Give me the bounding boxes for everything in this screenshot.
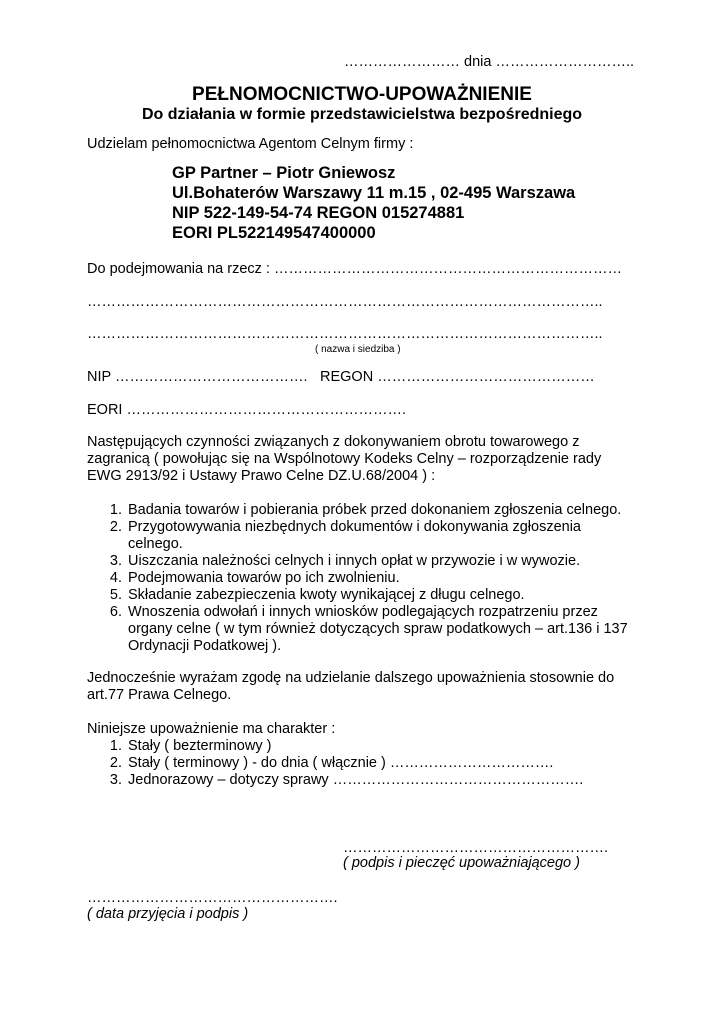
consent-text: Jednocześnie wyrażam zgodę na udzielanie dalszego upoważnienia stosownie do <box>87 670 615 686</box>
activities-intro-line: Następujących czynności związanych z dokonywaniem obrotu towarowego z <box>87 434 580 450</box>
dotted-line-2: …………………………………………………………………………………………….. <box>87 326 603 342</box>
dotted-line-1: …………………………………………………………………………………………….. <box>87 294 603 310</box>
character-option-text: Jednorazowy – dotyczy sprawy ……………………………………………. <box>128 772 584 788</box>
list-item-continuation: celnego. <box>128 536 183 552</box>
intro-text: Udzielam pełnomocnictwa Agentom Celnym firmy : <box>87 136 414 152</box>
document-title: PEŁNOMOCNICTWO-UPOWAŻNIENIE <box>192 84 532 105</box>
consent-text: art.77 Prawa Celnego. <box>87 687 232 703</box>
regon-field: REGON ……………………………………… <box>320 369 595 385</box>
list-item-text: Przygotowywania niezbędnych dokumentów i dokonywania zgłoszenia <box>128 519 581 535</box>
list-item-text: Badania towarów i pobierania próbek przed dokonaniem zgłoszenia celnego. <box>128 502 622 518</box>
list-item-text: Uiszczania należności celnych i innych opłat w przywozie i w wywozie. <box>128 553 581 569</box>
date-line: …………………… dnia ……………………….. <box>344 54 635 70</box>
list-item: 2. Przygotowywania niezbędnych dokumentów i dokonywania zgłoszenia <box>109 519 581 535</box>
list-item: 3. Uiszczania należności celnych i innych opłat w przywozie i w wywozie. <box>109 553 581 569</box>
list-item-continuation: organy celne ( w tym również dotyczących spraw podatkowych – art.136 i 137 <box>128 621 628 637</box>
character-option-text: Stały ( bezterminowy ) <box>128 738 272 754</box>
list-item: 4. Podejmowania towarów po ich zwolnieniu. <box>109 570 400 586</box>
activities-intro-line: zagranicą ( powołując się na Wspólnotowy Kodeks Celny – rozporządzenie rady <box>87 451 602 467</box>
firm-eori: EORI PL522149547400000 <box>172 224 376 242</box>
character-heading: Niniejsze upoważnienie ma charakter : <box>87 721 336 737</box>
list-item: 6. Wnoszenia odwołań i innych wniosków podlegających rozpatrzeniu przez <box>109 604 598 620</box>
nip-field: NIP …………………………………. <box>87 369 308 385</box>
behalf-field: Do podejmowania na rzecz : ……………………………………………………………… <box>87 261 622 277</box>
acceptor-signature-label: ( data przyjęcia i podpis ) <box>87 906 249 922</box>
grantor-signature-line: ………………………………………………. <box>343 840 609 856</box>
character-option: 1. Stały ( bezterminowy ) <box>109 738 272 754</box>
grantor-signature-label: ( podpis i pieczęć upoważniającego ) <box>343 855 580 871</box>
list-item: 5. Składanie zabezpieczenia kwoty wynikającej z długu celnego. <box>109 587 525 603</box>
acceptor-signature-line: ……………………………………………. <box>87 890 338 906</box>
firm-name: GP Partner – Piotr Gniewosz <box>172 164 396 182</box>
eori-field: EORI …………………………………………………. <box>87 402 407 418</box>
activities-intro-line: EWG 2913/92 i Ustawy Prawo Celne DZ.U.68/2004 ) : <box>87 468 436 484</box>
firm-address: Ul.Bohaterów Warszawy 11 m.15 , 02-495 Warszawa <box>172 184 576 202</box>
character-option-text: Stały ( terminowy ) - do dnia ( włącznie ) ……………………………. <box>128 755 554 771</box>
character-option: 3. Jednorazowy – dotyczy sprawy ……………………………………………. <box>109 772 584 788</box>
list-item: 1. Badania towarów i pobierania próbek przed dokonaniem zgłoszenia celnego. <box>109 502 622 518</box>
list-item-continuation: Ordynacji Podatkowej ). <box>128 638 282 654</box>
name-address-note: ( nazwa i siedziba ) <box>315 344 401 355</box>
character-option: 2. Stały ( terminowy ) - do dnia ( włącznie ) ……………………………. <box>109 755 554 771</box>
list-item-text: Wnoszenia odwołań i innych wniosków podlegających rozpatrzeniu przez <box>128 604 598 620</box>
list-item-text: Składanie zabezpieczenia kwoty wynikającej z długu celnego. <box>128 587 525 603</box>
document-subtitle: Do działania w formie przedstawicielstwa bezpośredniego <box>141 106 583 123</box>
list-item-text: Podejmowania towarów po ich zwolnieniu. <box>128 570 400 586</box>
firm-nip-regon: NIP 522-149-54-74 REGON 015274881 <box>172 204 465 222</box>
